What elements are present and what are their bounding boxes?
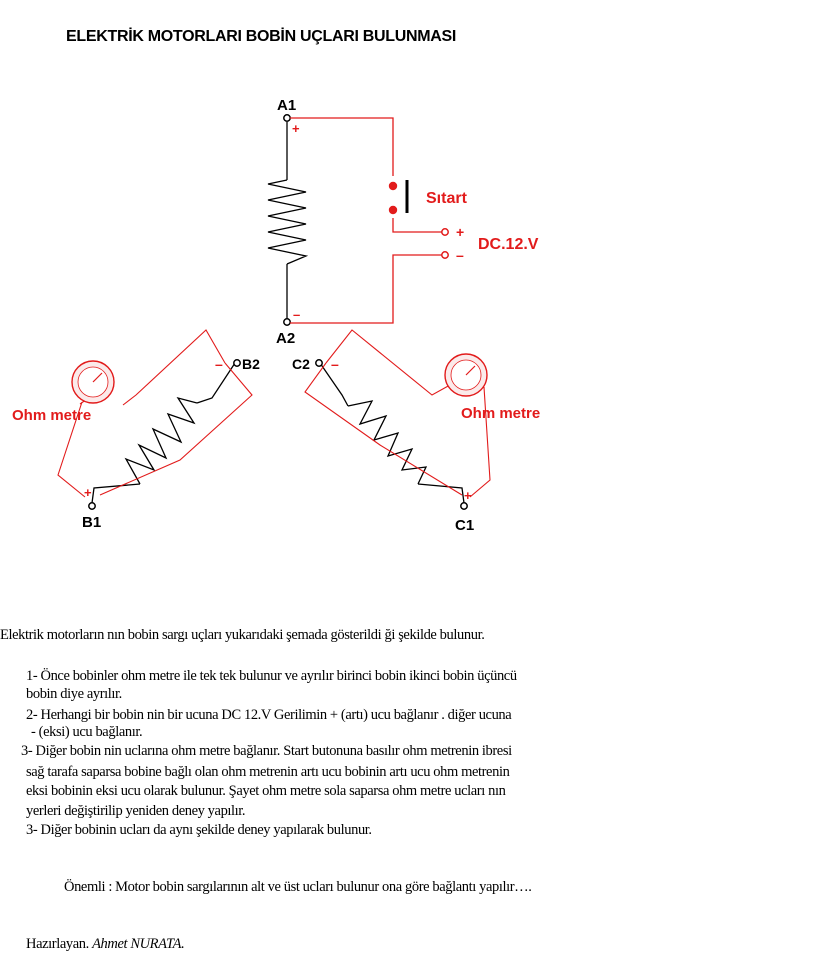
step-2-line-2: - (eksi) ucu bağlanır. [31,724,143,740]
ohm-meter-right [445,354,487,396]
step-3-line-3: eksi bobinin eksi ucu olarak bulunur. Şayet ohm metre sola saparsa ohm metre ucları nın [26,783,506,799]
ohm-meter-right-label: Ohm metre [461,405,541,422]
terminal-a1-label: A1 [277,97,297,114]
terminal-a1-dot [284,115,290,121]
terminal-b1-dot [89,503,95,509]
step-3-line-2: sağ tarafa saparsa bobine bağlı olan ohm metrenin artı ucu bobinin artı ucu ohm metrenin [26,764,510,780]
dc-minus-sign: – [456,247,464,263]
terminal-a2-label: A2 [276,330,296,347]
a1-plus-sign: + [292,121,300,136]
terminal-a2-dot [284,319,290,325]
author-name: Ahmet NURATA. [92,936,185,952]
c2-minus-sign: – [331,356,339,372]
b2-minus-sign: – [215,356,223,372]
coil-a [268,122,306,319]
dc-circuit-wires [290,118,445,323]
a2-minus-sign: – [293,307,301,322]
terminal-b2-label: B2 [242,356,260,372]
dc-voltage-label: DC.12.V [478,236,539,253]
step-1-line-2: bobin diye ayrılır. [26,686,122,702]
dc-plus-sign: + [456,224,465,240]
coil-c [320,363,464,503]
step-4-line-1: 3- Diğer bobinin ucları da aynı şekilde deney yapılarak bulunur. [26,822,372,838]
dc-minus-terminal [442,252,448,258]
intro-text: Elektrik motorların nın bobin sargı uçları yukarıdaki şemada gösterildi ği şekilde bulunur. [0,627,485,643]
author-line [26,936,184,953]
important-note: Önemli : Motor bobin sargılarının alt ve üst ucları bulunur ona göre bağlantı yapılır…. [64,879,532,895]
b1-plus-sign: + [84,485,92,500]
step-3-line-1: 3- Diğer bobin nin uclarına ohm metre bağlanır. Start butonuna basılır ohm metrenin ibresi [21,743,512,759]
author-label: Hazırlayan. [26,936,89,952]
step-1-line-1: 1- Önce bobinler ohm metre ile tek tek bulunur ve ayrılır birinci bobin ikinci bobin üçüncü [26,668,517,684]
terminal-c2-dot [316,360,322,366]
start-button-symbol [389,180,407,214]
terminal-b1-label: B1 [82,514,102,531]
ohm-meter-left [72,361,114,403]
ohm-meter-left-label: Ohm metre [12,407,92,424]
dc-plus-terminal [442,229,448,235]
step-3-line-4: yerleri değiştirilip yeniden deney yapılır. [26,803,246,819]
page-title: ELEKTRİK MOTORLARI BOBİN UÇLARI BULUNMASI [66,28,457,45]
c1-plus-sign: + [464,488,472,503]
step-2-line-1: 2- Herhangi bir bobin nin bir ucuna DC 12.V Gerilimin + (artı) ucu bağlanır . diğer ucuna [26,707,512,723]
terminal-c1-dot [461,503,467,509]
terminal-c2-label: C2 [292,356,310,372]
start-label: Sıtart [426,190,467,207]
terminal-c1-label: C1 [455,517,475,534]
terminal-b2-dot [234,360,240,366]
